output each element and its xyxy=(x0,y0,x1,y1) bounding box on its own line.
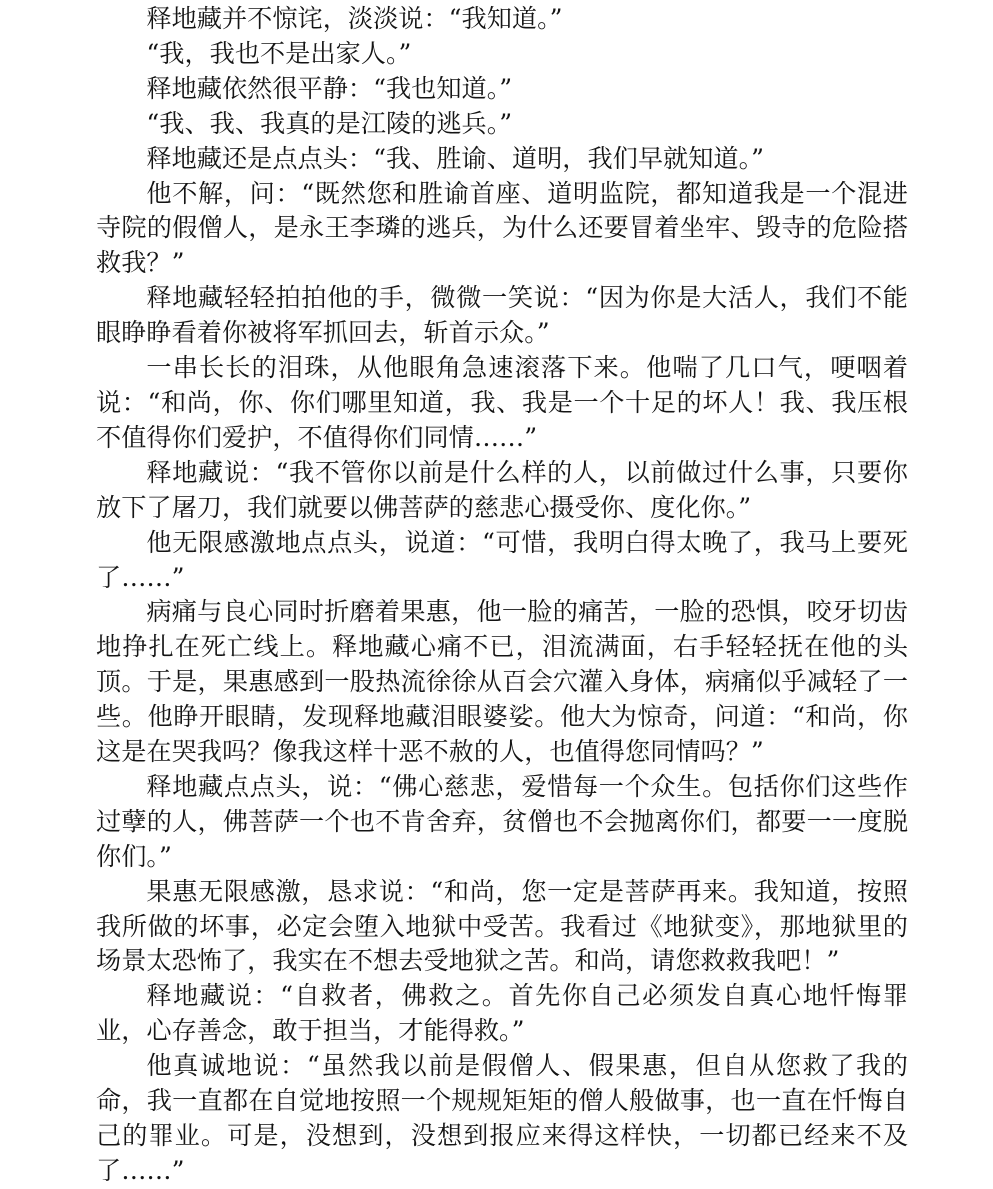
paragraph-8: 一串长长的泪珠，从他眼角急速滚落下来。他喘了几口气，哽咽着说：“和尚，你、你们哪里知道，我、我是一个十足的坏人！我、我压根不值得你们爱护，不值得你们同情……” xyxy=(96,353,908,452)
paragraph-2: “我，我也不是出家人。” xyxy=(146,38,412,68)
paragraph-7: 释地藏轻轻拍拍他的手，微微一笑说：“因为你是大活人，我们不能眼睁睁看着你被将军抓回去，斩首示众。” xyxy=(96,283,908,348)
paragraph-10: 他无限感激地点点头，说道：“可惜，我明白得太晚了，我马上要死了……” xyxy=(96,527,908,592)
paragraph-1: 释地藏并不惊诧，淡淡说：“我知道。” xyxy=(146,4,563,33)
paragraph-6: 他不解，问：“既然您和胜谕首座、道明监院，都知道我是一个混进寺院的假僧人，是永王李璘的逃兵，为什么还要冒着坐牢、毁寺的危险搭救我？” xyxy=(96,178,908,278)
paragraph-11: 病痛与良心同时折磨着果惠，他一脸的痛苦，一脸的恐惧，咬牙切齿地挣扎在死亡线上。释地藏心痛不已，泪流满面，右手轻轻抚在他的头顶。于是，果惠感到一股热流徐徐从百会穴灌入身体，病痛似乎减轻了一些。他睁开眼睛，发现释地藏泪眼婆娑。他大为惊奇，问道：“和尚，你这是在哭我吗？像我这样十恶不赦的人，也值得您同情吗？” xyxy=(96,597,908,767)
paragraph-5: 释地藏还是点点头：“我、胜谕、道明，我们早就知道。” xyxy=(146,143,765,173)
paragraph-9: 释地藏说：“我不管你以前是什么样的人，以前做过什么事，只要你放下了屠刀，我们就要以佛菩萨的慈悲心摄受你、度化你。” xyxy=(96,457,908,522)
paragraph-3: 释地藏依然很平静：“我也知道。” xyxy=(146,73,513,103)
paragraph-13: 果惠无限感激，恳求说：“和尚，您一定是菩萨再来。我知道，按照我所做的坏事，必定会堕入地狱中受苦。我看过《地狱变》，那地狱里的场景太恐怖了，我实在不想去受地狱之苦。和尚，请您救救我吧！” xyxy=(96,876,908,976)
novel-page xyxy=(96,2,908,1189)
paragraph-12: 释地藏点点头，说：“佛心慈悲，爱惜每一个众生。包括你们这些作过孽的人，佛菩萨一个也不肯舍弃，贫僧也不会抛离你们，都要一一度脱你们。” xyxy=(96,771,908,871)
paragraph-15: 他真诚地说：“虽然我以前是假僧人、假果惠，但自从您救了我的命，我一直都在自觉地按照一个规规矩矩的僧人般做事，也一直在忏悔自己的罪业。可是，没想到，没想到报应来得这样快，一切都已经来不及了……” xyxy=(96,1051,908,1185)
paragraph-4: “我、我、我真的是江陵的逃兵。” xyxy=(146,108,513,138)
paragraph-14: 释地藏说：“自救者，佛救之。首先你自己必须发自真心地忏悔罪业，心存善念，敢于担当，才能得救。” xyxy=(96,981,908,1046)
